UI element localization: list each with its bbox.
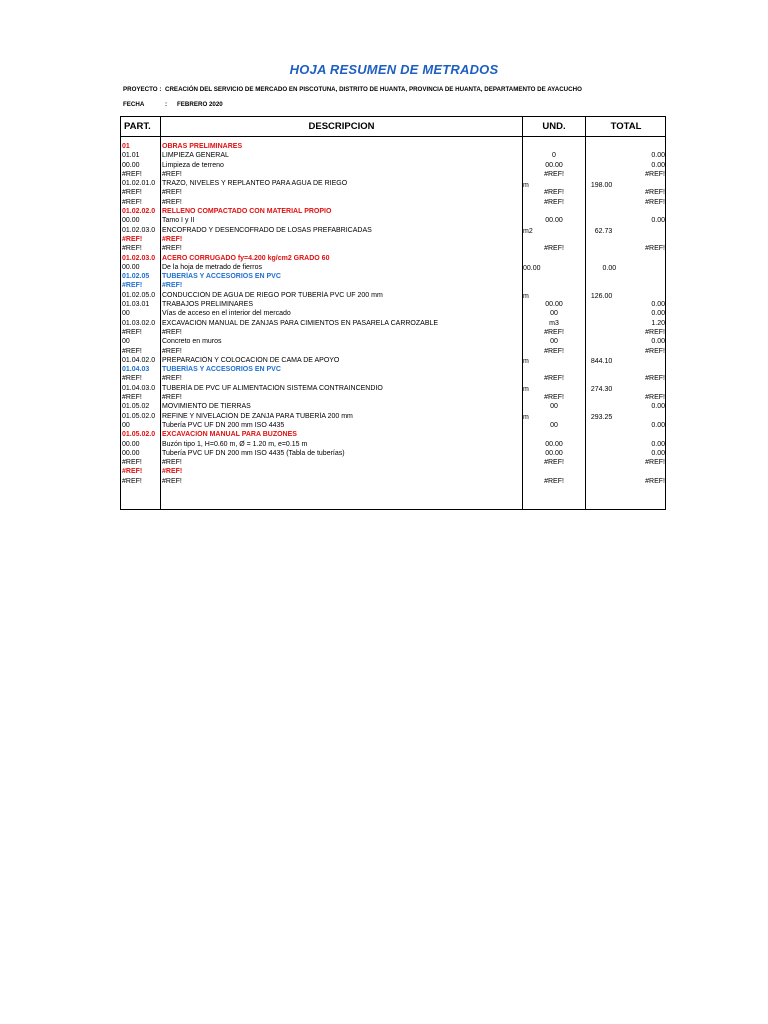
part-cell: #REF! [122,198,142,206]
unit-cell: m [523,358,529,366]
table-row [121,272,665,281]
total-cell: 0.00 [651,301,665,309]
part-cell: 00.00 [122,161,140,169]
project-line [123,86,582,93]
unit-cell: m3 [549,319,559,327]
unit-cell: 00.00 [545,161,563,169]
unit-cell: 00 [550,421,558,429]
part-cell: 01.03.01 [122,301,150,309]
description-cell: #REF! [162,468,183,476]
table-row [121,477,665,486]
unit-cell: #REF! [544,198,564,206]
unit-cell: m [523,386,529,394]
part-cell: 01.02.03.0 [122,254,156,262]
part-cell: #REF! [122,328,142,336]
description-cell: CONDUCCIÓN DE AGUA DE RIEGO POR TUBERÍA PVC UF 200 mm [162,291,383,299]
header-part: PART. [124,121,151,132]
table-row [121,142,665,151]
header-description: DESCRIPCION [308,121,375,132]
part-cell: 01.05.02 [122,403,150,411]
date-value: FEBRERO 2020 [177,101,223,108]
total-cell: 126.00 [590,293,613,301]
table-row [121,151,665,160]
total-cell: #REF! [645,328,665,336]
description-cell: LIMPIEZA GENERAL [162,152,229,160]
total-cell: 198.00 [590,181,613,189]
description-cell: #REF! [162,235,183,243]
table-row [121,365,665,374]
total-cell: #REF! [645,375,665,383]
description-cell: TUBERÍAS Y ACCESORIOS EN PVC [162,273,281,281]
table-row [121,179,665,188]
description-cell: #REF! [162,189,182,197]
part-cell: 01.05.02.0 [122,412,156,420]
unit-cell: m [523,181,529,189]
table-row [121,384,665,393]
part-cell: 00.00 [122,217,140,225]
part-cell: 00 [122,421,130,429]
part-cell: #REF! [122,245,142,253]
part-cell: #REF! [122,170,142,178]
description-cell: REFINE Y NIVELACIÓN DE ZANJA PARA TUBERÍA 200 mm [162,412,353,420]
unit-cell: m [523,293,529,301]
table-row [121,161,665,170]
part-cell: #REF! [122,468,143,476]
header-divider [121,136,665,137]
part-cell: #REF! [122,394,142,402]
part-cell: 00 [122,310,130,318]
description-cell: De la hoja de metrado de fierros [162,263,262,271]
table-row [121,207,665,216]
total-cell: #REF! [645,394,665,402]
unit-cell: 00.00 [523,265,541,273]
total-cell: #REF! [645,170,665,178]
part-cell: 01.03.02.0 [122,319,156,327]
date-colon: : [165,101,168,108]
part-cell: #REF! [122,189,142,197]
description-cell: Vías de acceso en el interior del mercado [162,310,291,318]
unit-cell: #REF! [544,328,564,336]
table-row [121,421,665,430]
table-row [121,412,665,421]
total-cell: 0.00 [651,310,665,318]
part-cell: 00 [122,338,130,346]
metrados-table [120,116,666,510]
table-row [121,356,665,365]
table-row [121,440,665,449]
unit-cell: m [523,414,529,422]
description-cell: Limpieza de terreno [162,161,224,169]
description-cell: Tamo I y II [162,217,195,225]
description-cell: ENCOFRADO Y DESENCOFRADO DE LOSAS PREFABRICADAS [162,226,372,234]
part-cell: #REF! [122,235,143,243]
table-row [121,467,665,476]
table-row [121,337,665,346]
unit-cell: #REF! [544,170,564,178]
part-cell: #REF! [122,459,142,467]
total-cell: 0.00 [651,217,665,225]
table-row [121,291,665,300]
description-cell: TUBERÍAS Y ACCESORIOS EN PVC [162,366,281,374]
total-cell: 0.00 [651,403,665,411]
description-cell: #REF! [162,198,182,206]
table-row [121,347,665,356]
part-cell: #REF! [122,375,142,383]
unit-cell: #REF! [544,375,564,383]
total-cell: #REF! [645,189,665,197]
unit-cell: #REF! [544,477,564,485]
description-cell: #REF! [162,347,182,355]
part-cell: 01.02.01.0 [122,180,156,188]
document-title: HOJA RESUMEN DE METRADOS [289,62,499,77]
unit-cell: 00.00 [545,440,563,448]
total-cell: 0.00 [651,449,665,457]
date-label: FECHA [123,101,145,108]
description-cell: #REF! [162,459,182,467]
part-cell: 01.05.02.0 [122,431,156,439]
description-cell: OBRAS PRELIMINARES [162,143,243,150]
unit-cell: #REF! [544,245,564,253]
description-cell: #REF! [162,394,182,402]
unit-cell: 00.00 [545,217,563,225]
unit-cell: #REF! [544,347,564,355]
table-body [121,142,665,486]
unit-cell: 00.00 [545,449,563,457]
table-row [121,188,665,197]
total-cell: 844.10 [590,358,613,366]
total-cell: 0.00 [602,265,617,273]
total-cell: 0.00 [651,161,665,169]
unit-cell: 0 [552,152,556,160]
description-cell: Tubería PVC UF DN 200 mm ISO 4435 [162,421,285,429]
table-row [121,300,665,309]
table-row [121,281,665,290]
part-cell: #REF! [122,477,142,485]
description-cell: Tubería PVC UF DN 200 mm ISO 4435 (Tabla de tuberías) [162,449,345,457]
total-cell: 0.00 [651,421,665,429]
total-cell: 274.30 [590,386,613,394]
table-row [121,319,665,328]
total-cell: #REF! [645,459,665,467]
unit-cell: #REF! [544,394,564,402]
table-row [121,449,665,458]
total-cell: #REF! [645,245,665,253]
part-cell: 01.02.05.0 [122,291,156,299]
total-cell: 62.73 [594,228,613,236]
description-cell: #REF! [162,328,182,336]
description-cell: #REF! [162,375,182,383]
table-row [121,235,665,244]
part-cell: #REF! [122,282,143,290]
project-value: CREACIÓN DEL SERVICIO DE MERCADO EN PISCOTUNA, DISTRITO DE HUANTA, PROVINCIA DE HUANTA, DEPARTAMENTO DE AYACUCHO [165,86,582,93]
part-cell: 01.02.05 [122,273,150,281]
description-cell: EXCAVACIÓN MANUAL DE ZANJAS PARA CIMIENTOS EN PASARELA CARROZABLE [162,319,439,327]
table-row [121,198,665,207]
total-cell: 0.00 [651,338,665,346]
description-cell: ACERO CORRUGADO fy=4.200 kg/cm2 GRADO 60 [162,254,330,262]
part-cell: 01 [122,143,130,150]
description-cell: Buzón tipo 1, H=0.60 m, Ø = 1.20 m, e=0.15 m [162,440,308,448]
part-cell: 01.04.02.0 [122,356,156,364]
unit-cell: #REF! [544,189,564,197]
description-cell: EXCAVACIÓN MANUAL PARA BUZONES [162,431,297,439]
table-row [121,254,665,263]
table-row [121,402,665,411]
unit-cell: m2 [523,228,533,236]
description-cell: RELLENO COMPACTADO CON MATERIAL PROPIO [162,208,332,216]
table-row [121,170,665,179]
unit-cell: 00.00 [545,301,563,309]
header-total: TOTAL [610,121,642,132]
part-cell: 00.00 [122,263,140,271]
part-cell: 00.00 [122,440,140,448]
description-cell: Concreto en muros [162,338,222,346]
total-cell: 293.25 [590,414,613,422]
project-label: PROYECTO : [123,86,162,93]
table-row [121,458,665,467]
table-row [121,374,665,383]
part-cell: 01.02.03.0 [122,226,156,234]
unit-cell: 00 [550,338,558,346]
total-cell: #REF! [645,347,665,355]
total-cell: 0.00 [651,440,665,448]
table-row [121,309,665,318]
part-cell: #REF! [122,347,142,355]
part-cell: 01.02.02.0 [122,208,156,216]
total-cell: 0.00 [651,152,665,160]
table-row [121,328,665,337]
description-cell: TUBERÍA DE PVC UF ALIMENTACIÓN SISTEMA CONTRAINCENDIO [162,384,383,392]
table-row [121,244,665,253]
part-cell: 01.04.03 [122,366,150,374]
table-row [121,263,665,272]
table-row [121,226,665,235]
description-cell: TRABAJOS PRELIMINARES [162,301,254,309]
part-cell: 01.04.03.0 [122,384,156,392]
table-row [121,216,665,225]
description-cell: PREPARACIÓN Y COLOCACIÓN DE CAMA DE APOYO [162,356,340,364]
date-line [123,101,223,108]
description-cell: #REF! [162,282,183,290]
table-row [121,430,665,439]
description-cell: #REF! [162,170,182,178]
total-cell: 1.20 [651,319,665,327]
unit-cell: 00 [550,310,558,318]
description-cell: MOVIMIENTO DE TIERRAS [162,403,251,411]
description-cell: TRAZO, NIVELES Y REPLANTEO PARA AGUA DE RIEGO [162,180,348,188]
part-cell: 00.00 [122,449,140,457]
part-cell: 01.01 [122,152,140,160]
unit-cell: 00 [550,403,558,411]
header-unit: UND. [542,121,566,132]
table-row [121,393,665,402]
description-cell: #REF! [162,245,182,253]
description-cell: #REF! [162,477,182,485]
unit-cell: #REF! [544,459,564,467]
total-cell: #REF! [645,198,665,206]
total-cell: #REF! [645,477,665,485]
